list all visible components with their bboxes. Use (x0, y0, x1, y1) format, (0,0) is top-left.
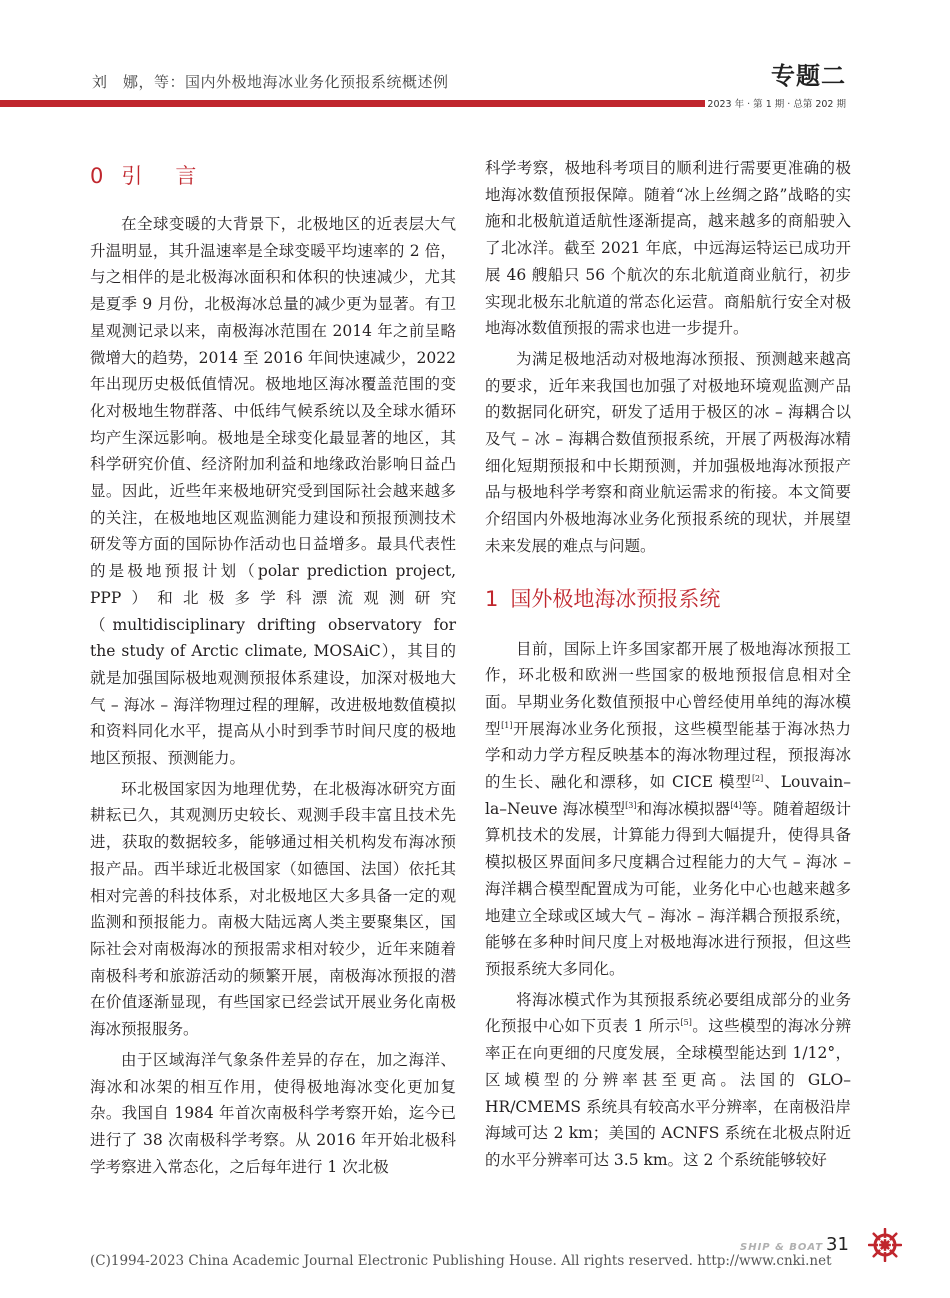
copyright-line: (C)1994-2023 China Academic Journal Electronic Publishing House. All rights reserved. http://www.cnki.net (90, 1253, 832, 1269)
ship-wheel-icon (868, 1228, 902, 1262)
paragraph-continued: 科学考察，极地科考项目的顺利进行需要更准确的极地海冰数值预报保障。随着“冰上丝绸之路”战略的实施和北极航道适航性逐渐提高，越来越多的商船驶入了北冰洋。截至 2021 年底，中远海运特运已成功开展 46 艘船只 56 个航次的东北航道商业航行，初步实现北极东北航道的常态化运营。商船航行安全对极地海冰数值预报的需求也进一步提升。 (485, 159, 851, 338)
text-run: 和海冰模拟器 (636, 799, 731, 818)
section-number: 1 (485, 586, 499, 611)
paragraph: 环北极国家因为地理优势，在北极海冰研究方面耕耘已久，其观测历史较长、观测手段丰富且技术先进，获取的数据较多，能够通过相关机构发布海冰预报产品。西半球近北极国家（如德国、法国）依托其相对完善的科技体系，对北极地区大多具备一定的观监测和预报能力。南极大陆远离人类主要聚集区，国际社会对南极海冰的预报需求相对较少，近年来随着南极科考和旅游活动的频繁开展，南极海冰预报的潜在价值逐渐显现，有些国家已经尝试开展业务化南极海冰预报服务。 (90, 779, 456, 1039)
running-title: 刘 娜，等：国内外极地海冰业务化预报系统概述例 (92, 73, 449, 91)
paragraph: 为满足极地活动对极地海冰预报、预测越来越高的要求，近年来我国也加强了对极地环境观监测产品的数据同化研究，研发了适用于极区的冰 – 海耦合以及气 – 冰 – 海耦合数值预报系统，开展了两极海冰精细化短期预报和中长期预测，并加强极地海冰预报产品与极地科学考察和商业航运需求的衔接。本文简要介绍国内外极地海冰业务化预报系统的现状，并展望未来发展的难点与问题。 (485, 349, 851, 555)
issue-info: 2023 年 · 第 1 期 · 总第 202 期 (707, 99, 846, 110)
text-run: 。这些模型的海冰分辨率正在向更细的尺度发展，全球模型能达到 1/12°，区域模型的分辨率甚至更高。法国的 GLO–HR/CMEMS 系统具有较高水平分辨率，在南极沿岸海域可达 2 km；美国的 ACNFS 系统在北极点附近的水平分辨率可达 3.5 km。这 2 个系统能够较好 (485, 1017, 851, 1169)
paragraph: 在全球变暖的大背景下，北极地区的近表层大气升温明显，其升温速率是全球变暖平均速率的 2 倍，与之相伴的是北极海冰面积和体积的快速减少，尤其是夏季 9 月份，北极海冰总量的减少更为显著。有卫星观测记录以来，南极海冰范围在 2014 年之前呈略微增大的趋势，2014 至 2016 年间快速减少，2022 年出现历史极低值情况。极地地区海冰覆盖范围的变化对极地生物群落、中低纬气候系统以及全球水循环均产生深远影响。极地是全球变化最显著的地区，其科学研究价值、经济附加利益和地缘政治影响日益凸显。因此，近些年来极地研究受到国际社会越来越多的关注，在极地地区观监测能力建设和预报预测技术研发等方面的国际协作活动也日益增多。最具代表性的是极地预报计划（polar prediction project, PPP）和北极多学科漂流观测研究（multidisciplinary drifting observatory for the study of Arctic climate, MOSAiC），其目的就是加强国际极地观测预报体系建设，加深对极地大气 – 海冰 – 海洋物理过程的理解，改进极地数值模拟和资料同化水平，提高从小时到季节时间尺度的极地地区预报、预测能力。 (90, 215, 456, 768)
section-title: 引 言 (121, 164, 203, 188)
page-number: 31 (826, 1234, 849, 1255)
citation: [4] (730, 800, 742, 810)
paragraph (485, 636, 851, 983)
text-run: 目前，国际上许多国家都开展了极地海冰预报工作，环北极和欧洲一些国家的极地预报信息相对全面。早期业务化数值预报中心曾经使用单纯的海冰模型 (485, 639, 851, 738)
section-heading-intro (90, 161, 456, 191)
footer-brand: SHIP & BOAT (740, 1242, 824, 1253)
text-run: 、Louvain–la–Neuve 海冰模型 (485, 773, 851, 818)
header-red-bar (0, 100, 705, 107)
section-number: 0 (90, 164, 110, 188)
column-label: 专题二 (771, 62, 846, 90)
citation: [2] (751, 773, 764, 783)
left-column (90, 155, 456, 1180)
paragraph (485, 987, 851, 1174)
text-run: 将海冰模式作为其预报系统必要组成部分的业务化预报中心如下页表 1 所示 (485, 990, 851, 1036)
paragraph: 由于区域海洋气象条件差异的存在，加之海洋、海冰和冰架的相互作用，使得极地海冰变化更加复杂。我国自 1984 年首次南极科学考察开始，迄今已进行了 38 次南极科学考察。从 2016 年开始北极科学考察进入常态化，之后每年进行 1 次北极 (90, 1050, 456, 1176)
citation: [1] (501, 720, 513, 730)
right-column (485, 155, 851, 1174)
citation: [3] (625, 800, 637, 810)
citation: [5] (680, 1018, 692, 1028)
section-title: 国外极地海冰预报系统 (510, 586, 721, 611)
text-run: 开展海冰业务化预报，这些模型能基于海冰热力学和动力学方程反映基本的海冰物理过程，预报海冰的生长、融化和漂移，如 CICE 模型 (485, 719, 851, 792)
text-run: 等。随着超级计算机技术的发展，计算能力得到大幅提升，使得具备模拟极区界面间多尺度耦合过程能力的大气 – 海冰 – 海洋耦合模型配置成为可能，业务化中心也越来越多地建立全球或区域大气 – 海冰 – 海洋耦合预报系统，能够在多种时间尺度上对极地海冰进行预报，但这些预报系统大多同化。 (485, 799, 851, 978)
section-heading-1 (485, 584, 851, 614)
